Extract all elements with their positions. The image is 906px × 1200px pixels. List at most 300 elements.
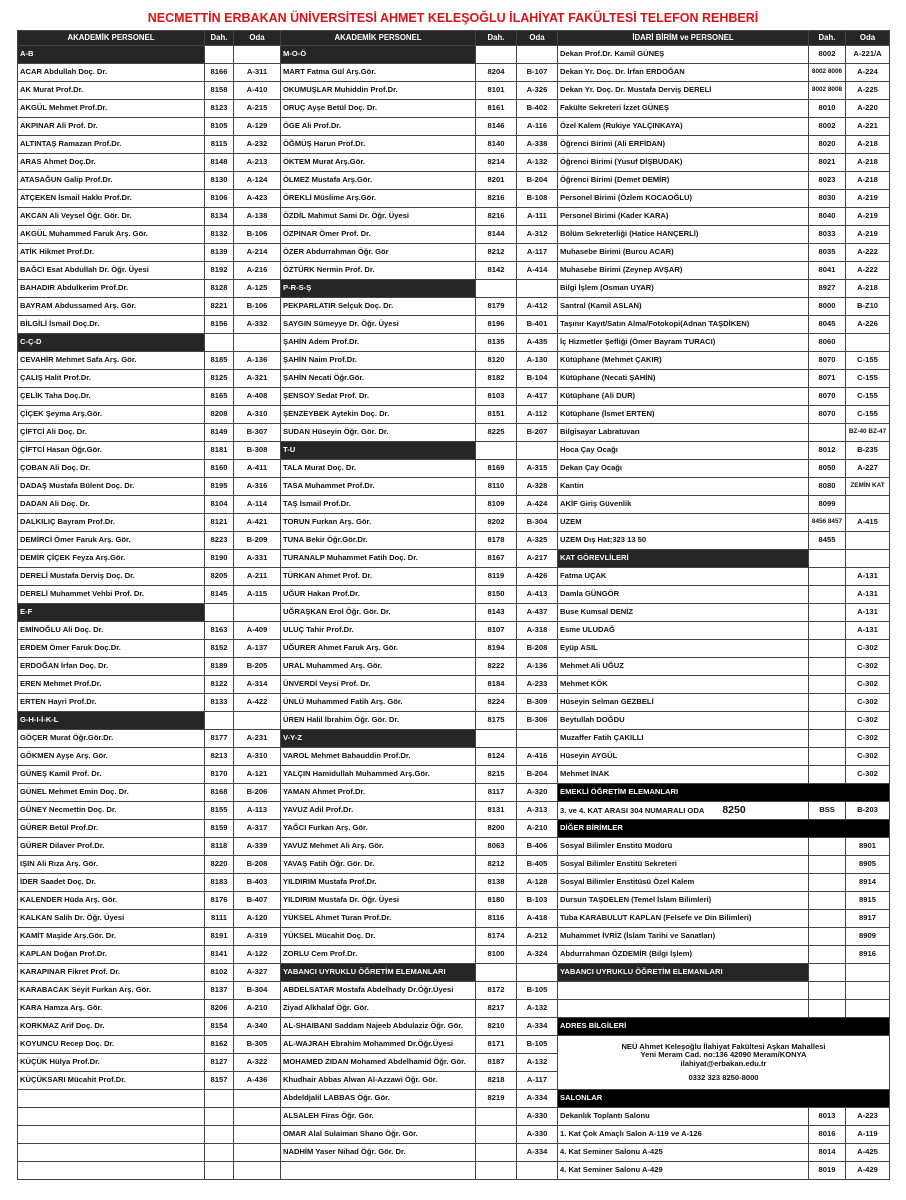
cell-right-room: 8915 [846,892,890,910]
cell-left-ext [205,1126,234,1144]
cell-left-name: AKPINAR Ali Prof. Dr. [18,118,205,136]
cell-right-name: Dursun TAŞDELEN (Temel İslam Bilimleri) [558,892,809,910]
cell-right-ext: 8021 [809,154,846,172]
cell-mid-name: SUDAN Hüseyin Öğr. Gör. Dr. [281,424,476,442]
cell-left-room: B-308 [234,442,281,460]
cell-right-name: Damla GÜNGÖR [558,586,809,604]
cell-mid-name: ŞAHİN Naim Prof.Dr. [281,352,476,370]
section-header: KAT GÖREVLİLERİ [558,550,809,568]
cell-left-ext: 8213 [205,748,234,766]
cell-mid-name: TORUN Furkan Arş. Gör. [281,514,476,532]
cell-mid-ext: 8110 [476,478,517,496]
cell-mid-name: ŞENSOY Sedat Prof. Dr. [281,388,476,406]
cell-left-name: ATÇEKEN İsmail Hakkı Prof.Dr. [18,190,205,208]
cell-mid-room [517,280,558,298]
table-row [18,1144,890,1162]
cell-mid-ext: 8161 [476,100,517,118]
cell-mid-ext: 8202 [476,514,517,532]
cell-left-ext: 8115 [205,136,234,154]
table-row [18,442,890,460]
cell-right-name: Dekanlık Toplantı Salonu [558,1108,809,1126]
cell-left-name: ÇİÇEK Şeyma Arş.Gör. [18,406,205,424]
cell-left-ext [205,1108,234,1126]
cell-mid-ext: 8116 [476,910,517,928]
cell-mid-ext: 8196 [476,316,517,334]
cell-mid-ext: 8131 [476,802,517,820]
address-line1: NEÜ Ahmet Keleşoğlu İlahiyat Fakültesi Aşkan Mahallesi [621,1041,826,1051]
cell-mid-name: YILDIRIM Mustafa Prof.Dr. [281,874,476,892]
cell-right-name: 1. Kat Çok Amaçlı Salon A-119 ve A-126 [558,1126,809,1144]
cell-mid-name: ÖREKLİ Müslime Arş.Gör. [281,190,476,208]
cell-right-name: Sosyal Bilimler Enstitüsü Özel Kalem [558,874,809,892]
cell-right-room: 8914 [846,874,890,892]
cell-mid-room: A-330 [517,1108,558,1126]
cell-mid-ext: 8224 [476,694,517,712]
section-header: A-B [18,46,205,64]
cell-left-room: B-205 [234,658,281,676]
cell-left-room: A-137 [234,640,281,658]
cell-right-ext [809,622,846,640]
cell-left-room: A-422 [234,694,281,712]
cell-right-ext [809,676,846,694]
cell-mid-room: B-402 [517,100,558,118]
cell-left-room: B-209 [234,532,281,550]
cell-mid-name: UĞRAŞKAN Erol Öğr. Gör. Dr. [281,604,476,622]
cell-mid-name: AL-SHAIBANI Saddam Najeeb Abdulaziz Öğr. Gör. [281,1018,476,1036]
cell-right-name: Personel Birimi (Özlem KOCAOĞLU) [558,190,809,208]
table-row [18,226,890,244]
cell-left-ext: 8133 [205,694,234,712]
cell-left-room: A-211 [234,568,281,586]
cell-mid-name: YALÇIN Hamidullah Muhammed Arş.Gör. [281,766,476,784]
cell-left-ext: 8141 [205,946,234,964]
cell-left-name: DERELİ Mustafa Derviş Doç. Dr. [18,568,205,586]
cell-mid-name: ŞAHİN Necati Öğr.Gör. [281,370,476,388]
cell-mid-ext [476,442,517,460]
cell-left-name: KÜÇÜK Hülya Prof.Dr. [18,1054,205,1072]
cell-left-ext: 8181 [205,442,234,460]
cell-mid-room: A-338 [517,136,558,154]
cell-left-ext: 8160 [205,460,234,478]
cell-left-room: A-113 [234,802,281,820]
cell-left-room: A-124 [234,172,281,190]
cell-left-room [234,1126,281,1144]
table-row [18,532,890,550]
table-row [18,496,890,514]
table-row [18,118,890,136]
cell-left-ext [205,1090,234,1108]
cell-mid-room: B-401 [517,316,558,334]
cell-left-room: A-125 [234,280,281,298]
table-row [18,766,890,784]
cell-mid-room: B-405 [517,856,558,874]
cell-right-name: Dekan Prof.Dr. Kamil GÜNEŞ [558,46,809,64]
cell-left-name: KORKMAZ Arif Doç. Dr. [18,1018,205,1036]
cell-right-ext [809,712,846,730]
cell-mid-ext: 8216 [476,208,517,226]
cell-mid-name: ÖGE Ali Prof.Dr. [281,118,476,136]
cell-mid-room [517,964,558,982]
cell-right-name: Hüseyin Selman GEZBELİ [558,694,809,712]
cell-right-room: A-219 [846,226,890,244]
cell-mid-room: B-309 [517,694,558,712]
table-row [18,856,890,874]
cell-mid-name: YAVUZ Mehmet Ali Arş. Gör. [281,838,476,856]
cell-right-name: Bilgi İşlem (Osman UYAR) [558,280,809,298]
cell-mid-room: B-208 [517,640,558,658]
cell-mid-name: ÜREN Halil İbrahim Öğr. Gör. Dr. [281,712,476,730]
cell-mid-ext [476,46,517,64]
cell-left-room: A-311 [234,64,281,82]
cell-right-name: Özel Kalem (Rukiye YALÇINKAYA) [558,118,809,136]
cell-left-name: GÜRER Dilaver Prof.Dr. [18,838,205,856]
cell-right-name: Sosyal Bilimler Enstitü Sekreteri [558,856,809,874]
section-header: EMEKLİ ÖĞRETİM ELEMANLARI [558,784,890,802]
header-ext-right: Dah. [809,31,846,46]
cell-left-room: B-106 [234,298,281,316]
cell-mid-room: A-212 [517,928,558,946]
cell-mid-ext: 8063 [476,838,517,856]
cell-mid-name: ÜNVERDİ Veysi Prof. Dr. [281,676,476,694]
cell-mid-ext: 8142 [476,262,517,280]
cell-left-room: B-403 [234,874,281,892]
cell-left-name: BAYRAM Abdussamed Arş. Gör. [18,298,205,316]
cell-right-room [846,334,890,352]
cell-right-ext: 8023 [809,172,846,190]
cell-right-ext [809,550,846,568]
cell-left-name: GÖKMEN Ayşe Arş. Gör. [18,748,205,766]
cell-mid-name: UĞURER Ahmet Faruk Arş. Gör. [281,640,476,658]
cell-right-ext [809,604,846,622]
cell-left-ext: 8134 [205,208,234,226]
table-row [18,982,890,1000]
cell-left-name: AK Murat Prof.Dr. [18,82,205,100]
table-row [18,424,890,442]
cell-mid-room: A-417 [517,388,558,406]
cell-mid-ext: 8151 [476,406,517,424]
cell-left-name: DEMİRCİ Ömer Faruk Arş. Gör. [18,532,205,550]
cell-mid-room: B-304 [517,514,558,532]
cell-mid-ext: 8119 [476,568,517,586]
cell-right-ext: 8040 [809,208,846,226]
cell-mid-ext [476,1108,517,1126]
cell-right-name [558,982,809,1000]
cell-mid-ext: 8120 [476,352,517,370]
cell-right-room: A-119 [846,1126,890,1144]
header-ext-mid: Dah. [476,31,517,46]
cell-left-ext: 8123 [205,100,234,118]
cell-left-name: ÇALIŞ Halit Prof.Dr. [18,370,205,388]
cell-right-room: A-226 [846,316,890,334]
cell-left-name: ACAR Abdullah Doç. Dr. [18,64,205,82]
cell-right-room: A-131 [846,568,890,586]
cell-left-ext: 8170 [205,766,234,784]
cell-mid-ext: 8171 [476,1036,517,1054]
cell-right-room: A-219 [846,190,890,208]
cell-mid-room: B-105 [517,982,558,1000]
directory-table [17,30,890,1180]
cell-mid-name: VAROL Mehmet Bahauddin Prof.Dr. [281,748,476,766]
cell-right-room: A-218 [846,136,890,154]
cell-right-name: Beytullah DOĞDU [558,712,809,730]
cell-mid-room: B-107 [517,64,558,82]
cell-left-name: GÖÇER Murat Öğr.Gör.Dr. [18,730,205,748]
cell-mid-room: A-217 [517,550,558,568]
header-room-left: Oda [234,31,281,46]
cell-mid-room: A-136 [517,658,558,676]
cell-right-ext: 8070 [809,388,846,406]
cell-left-room: B-305 [234,1036,281,1054]
cell-right-name: Öğrenci Birimi (Ali ERFİDAN) [558,136,809,154]
cell-right-room: C-155 [846,388,890,406]
cell-left-name: KAPLAN Doğan Prof.Dr. [18,946,205,964]
cell-mid-ext: 8150 [476,586,517,604]
cell-mid-room: A-324 [517,946,558,964]
cell-right-room [846,1000,890,1018]
cell-right-room: ZEMİN KAT [846,478,890,496]
cell-right-ext: 8456 8457 [809,514,846,532]
cell-mid-ext: 8204 [476,64,517,82]
table-row [18,946,890,964]
cell-mid-ext [476,1162,517,1180]
cell-right-ext [809,982,846,1000]
cell-right-ext: 8030 [809,190,846,208]
cell-right-ext: 8035 [809,244,846,262]
cell-mid-room [517,46,558,64]
cell-right-ext: 8019 [809,1162,846,1180]
cell-right-name: Kütüphane (Ali DUR) [558,388,809,406]
cell-mid-room: A-233 [517,676,558,694]
cell-mid-ext: 8210 [476,1018,517,1036]
table-row [18,550,890,568]
cell-left-ext: 8128 [205,280,234,298]
table-row [18,100,890,118]
cell-left-ext: 8104 [205,496,234,514]
cell-mid-name: YÜKSEL Ahmet Turan Prof.Dr. [281,910,476,928]
cell-right-name: 4. Kat Seminer Salonu A-429 [558,1162,809,1180]
cell-right-ext [809,586,846,604]
cell-left-ext: 8221 [205,298,234,316]
cell-mid-ext: 8117 [476,784,517,802]
cell-right-ext: 8455 [809,532,846,550]
cell-right-ext: 8927 [809,280,846,298]
cell-mid-name: ÖZPINAR Ömer Prof. Dr. [281,226,476,244]
cell-mid-name: ORUÇ Ayşe Betül Doç. Dr. [281,100,476,118]
table-row [18,316,890,334]
table-row [18,478,890,496]
cell-left-name: İDER Saadet Doç. Dr. [18,874,205,892]
cell-mid-room: A-334 [517,1144,558,1162]
cell-left-room [234,46,281,64]
cell-right-name [558,1000,809,1018]
cell-right-room: A-218 [846,154,890,172]
cell-right-name: Kütüphane (Necati ŞAHİN) [558,370,809,388]
cell-right-ext [809,964,846,982]
cell-mid-ext: 8187 [476,1054,517,1072]
cell-left-room: A-339 [234,838,281,856]
cell-left-name: AKGÜL Muhammed Faruk Arş. Gör. [18,226,205,244]
cell-left-room: A-409 [234,622,281,640]
table-row [18,640,890,658]
cell-right-ext: 8045 [809,316,846,334]
cell-mid-ext: 8184 [476,676,517,694]
cell-left-room: A-314 [234,676,281,694]
cell-left-name: KARA Hamza Arş. Gör. [18,1000,205,1018]
cell-left-room [234,1144,281,1162]
cell-right-room: B-Z10 [846,298,890,316]
cell-left-room: A-136 [234,352,281,370]
cell-mid-room: B-204 [517,766,558,784]
table-row [18,1108,890,1126]
cell-left-ext: 8137 [205,982,234,1000]
cell-mid-name: YILDIRIM Mustafa Dr. Öğr. Üyesi [281,892,476,910]
cell-left-room: A-310 [234,406,281,424]
cell-left-room [234,1108,281,1126]
cell-right-room: A-227 [846,460,890,478]
cell-left-room: A-122 [234,946,281,964]
table-row [18,244,890,262]
cell-mid-ext: 8222 [476,658,517,676]
cell-mid-name: YAVAŞ Fatih Öğr. Gör. Dr. [281,856,476,874]
cell-left-name: CEVAHİR Mehmet Safa Arş. Gör. [18,352,205,370]
cell-mid-ext: 8172 [476,982,517,1000]
cell-left-ext: 8127 [205,1054,234,1072]
table-row [18,676,890,694]
table-row [18,838,890,856]
cell-mid-room: B-207 [517,424,558,442]
cell-right-ext [809,946,846,964]
cell-left-room: A-216 [234,262,281,280]
cell-left-name: ATİK Hikmet Prof.Dr. [18,244,205,262]
cell-left-room: A-317 [234,820,281,838]
cell-left-name [18,1090,205,1108]
cell-left-room: B-304 [234,982,281,1000]
cell-mid-ext: 8167 [476,550,517,568]
cell-left-ext: 8220 [205,856,234,874]
cell-left-name: BİLGİLİ İsmail Doç.Dr. [18,316,205,334]
cell-right-ext: 8041 [809,262,846,280]
cell-mid-room: A-414 [517,262,558,280]
cell-mid-ext: 8140 [476,136,517,154]
cell-left-room: A-138 [234,208,281,226]
cell-mid-name: TUNA Bekir Öğr.Gör.Dr. [281,532,476,550]
cell-mid-name: PEKPARLATIR Selçuk Doç. Dr. [281,298,476,316]
cell-mid-room: A-132 [517,1054,558,1072]
cell-mid-room: B-104 [517,370,558,388]
cell-mid-ext: 8169 [476,460,517,478]
cell-right-name: AKİF Giriş Güvenlik [558,496,809,514]
cell-right-name: Bölüm Sekreterliği (Hatice HANÇERLİ) [558,226,809,244]
cell-mid-room: B-204 [517,172,558,190]
cell-left-room: A-322 [234,1054,281,1072]
table-row [18,460,890,478]
cell-left-name: ERTEN Hayri Prof.Dr. [18,694,205,712]
table-row [18,622,890,640]
cell-mid-ext: 8146 [476,118,517,136]
cell-right-room: A-429 [846,1162,890,1180]
cell-mid-room: A-326 [517,82,558,100]
table-row [18,568,890,586]
cell-right-ext [809,766,846,784]
table-row [18,370,890,388]
table-row [18,406,890,424]
section-header: YABANCI UYRUKLU ÖĞRETİM ELEMANLARI [281,964,476,982]
cell-left-room: A-214 [234,244,281,262]
cell-mid-room: B-105 [517,1036,558,1054]
table-row [18,748,890,766]
cell-left-name: ÇİFTCİ Hasan Öğr.Gör. [18,442,205,460]
cell-mid-name: SAYGIN Sümeyye Dr. Öğr. Üyesi [281,316,476,334]
cell-mid-name: TÜRKAN Ahmet Prof. Dr. [281,568,476,586]
section-header: P-R-S-Ş [281,280,476,298]
cell-right-ext: 8050 [809,460,846,478]
cell-mid-name [281,1162,476,1180]
cell-mid-ext [476,1144,517,1162]
table-row [18,154,890,172]
cell-left-name: DERELİ Muhammet Vehbi Prof. Dr. [18,586,205,604]
cell-right-room: A-224 [846,64,890,82]
cell-mid-name: ABDELSATAR Mostafa Abdelhady Dr.Öğr.Üyesi [281,982,476,1000]
cell-left-ext: 8168 [205,784,234,802]
cell-right-room: C-155 [846,406,890,424]
cell-right-room: A-223 [846,1108,890,1126]
cell-right-ext: 8002 [809,118,846,136]
cell-right-ext: 8002 [809,46,846,64]
cell-left-name: BAHADIR Abdulkerim Prof.Dr. [18,280,205,298]
cell-left-ext: 8152 [205,640,234,658]
cell-left-name: KOYUNCU Recep Doç. Dr. [18,1036,205,1054]
table-row [18,352,890,370]
cell-mid-ext: 8107 [476,622,517,640]
table-row [18,928,890,946]
cell-right-room: C-302 [846,712,890,730]
cell-left-name: DALKILIÇ Bayram Prof.Dr. [18,514,205,532]
cell-right-ext: 8002 8008 [809,82,846,100]
cell-right-name: Mehmet İNAK [558,766,809,784]
cell-mid-name: YAMAN Ahmet Prof.Dr. [281,784,476,802]
cell-left-ext: 8177 [205,730,234,748]
table-row [18,910,890,928]
cell-left-ext: 8176 [205,892,234,910]
table-row [18,136,890,154]
cell-left-room [234,604,281,622]
cell-left-room: B-208 [234,856,281,874]
cell-left-ext: 8185 [205,352,234,370]
cell-left-room: A-423 [234,190,281,208]
cell-right-ext [809,1000,846,1018]
cell-right-ext [809,928,846,946]
cell-left-room: B-206 [234,784,281,802]
cell-right-name: İç Hizmetler Şefliği (Ömer Bayram TURACI) [558,334,809,352]
address-line3: ilahiyat@erbakan.edu.tr [680,1058,767,1068]
cell-left-ext: 8154 [205,1018,234,1036]
cell-mid-ext [476,730,517,748]
cell-right-ext: 8014 [809,1144,846,1162]
cell-left-ext: 8130 [205,172,234,190]
cell-left-ext: 8208 [205,406,234,424]
cell-left-room: A-310 [234,748,281,766]
cell-right-room [846,532,890,550]
cell-right-name: Hüseyin AYGÜL [558,748,809,766]
cell-left-room: A-436 [234,1072,281,1090]
cell-right-room: 8901 [846,838,890,856]
cell-right-ext [809,856,846,874]
cell-right-name: Mehmet KÖK [558,676,809,694]
cell-mid-ext: 8179 [476,298,517,316]
cell-left-name: EREN Mehmet Prof.Dr. [18,676,205,694]
cell-right-room: C-155 [846,370,890,388]
cell-left-ext [205,712,234,730]
